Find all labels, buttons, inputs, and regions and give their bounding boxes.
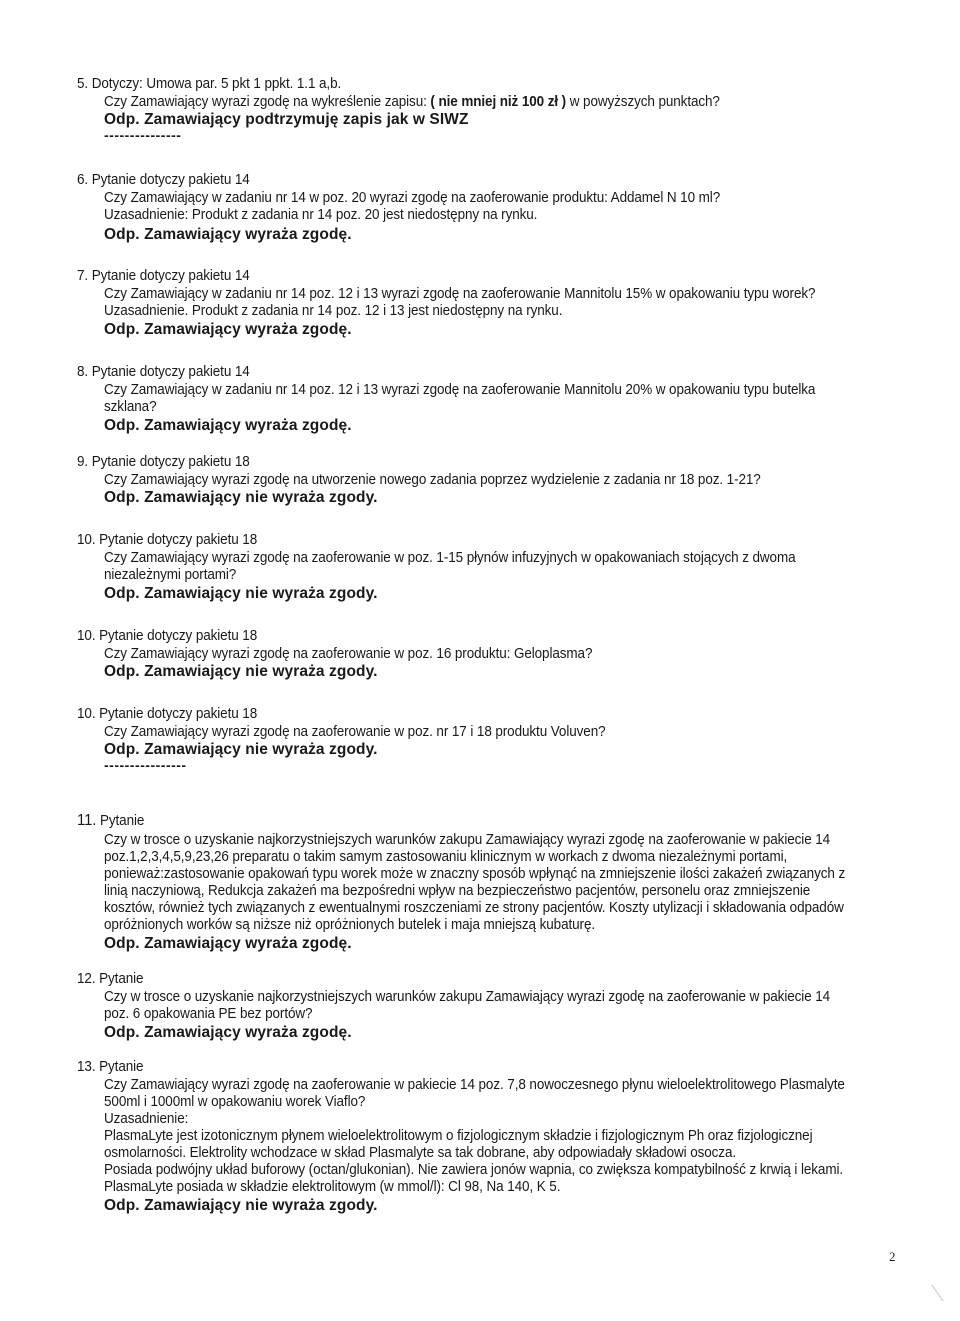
q5-question-text: Czy Zamawiający wyrazi zgodę na wykreślenie zapisu: [104,94,431,110]
q13-line-5: osmolarności. Elektrolity wchodzace w skład Plasmalyte sa tak dobrane, aby odpowiadały składowi osocza. [104,1145,737,1161]
q9-answer: Odp. Zamawiający nie wyraża zgody. [104,489,378,506]
q8-question-line-2: szklana? [104,399,157,415]
q6-question: Czy Zamawiający w zadaniu nr 14 w poz. 20 wyrazi zgodę na zaoferowanie produktu: Addamel N 10 ml? [104,190,721,206]
q7-question: Czy Zamawiający w zadaniu nr 14 poz. 12 i 13 wyrazi zgodę na zaoferowanie Mannitolu 15% w opakowaniu typu worek? [104,286,816,302]
q8-heading: 8. Pytanie dotyczy pakietu 14 [77,364,250,380]
scan-mark [931,1279,951,1302]
q11-line-1: Czy w trosce o uzyskanie najkorzystniejszych warunków zakupu Zamawiający wyrazi zgodę na zaoferowanie w pakiecie 14 [104,832,831,848]
q13-line-3: Uzasadnienie: [104,1111,189,1127]
q5-question [104,94,720,111]
q13-answer: Odp. Zamawiający nie wyraża zgody. [104,1197,378,1214]
page-number: 2 [889,1249,896,1264]
q10a-question-line-2: niezależnymi portami? [104,567,237,583]
q10a-answer: Odp. Zamawiający nie wyraża zgody. [104,585,378,602]
q8-answer: Odp. Zamawiający wyraża zgodę. [104,417,352,434]
q9-question: Czy Zamawiający wyrazi zgodę na utworzenie nowego zadania poprzez wydzielenie z zadania nr 18 poz. 1-21? [104,472,761,488]
q12-answer: Odp. Zamawiający wyraża zgodę. [104,1024,352,1041]
q13-line-6: Posiada podwójny układ buforowy (octan/glukonian). Nie zawiera jonów wapnia, co zwiększa kompatybilność z krwią i lekami. [104,1162,844,1178]
q6-answer: Odp. Zamawiający wyraża zgodę. [104,226,352,243]
q5-question-tail: w powyższych punktach? [566,94,720,110]
q10c-separator: ---------------- [104,757,187,773]
q5-question-emphasis: ( nie mniej niż 100 zł ) [430,94,567,110]
q11-label: Pytanie [96,813,145,829]
q10a-heading: 10. Pytanie dotyczy pakietu 18 [77,532,258,548]
q11-line-4: linią naczyniową, Redukcja zakażeń ma bezpośredni wpływ na bezpieczeństwo pacjentów, personelu oraz zmniejszenie [104,883,811,899]
q9-heading: 9. Pytanie dotyczy pakietu 18 [77,454,250,470]
q13-line-2: 500ml i 1000ml w opakowaniu worek Viaflo? [104,1094,366,1110]
q11-line-3: ponieważ:zastosowanie opakowań typu worek może w znaczny sposób wpłynąć na zmniejszenie ilości zakażeń związanych z [104,866,846,882]
q11-answer: Odp. Zamawiający wyraża zgodę. [104,935,352,952]
q10c-answer: Odp. Zamawiający nie wyraża zgody. [104,741,378,758]
q11-heading [77,812,144,830]
q5-heading: 5. Dotyczy: Umowa par. 5 pkt 1 ppkt. 1.1 a,b. [77,76,342,92]
q11-line-5: kosztów, również tych związanych z ewentualnymi roszczeniami ze strony pacjentów. Koszty utylizacji i składowania odpadów [104,900,844,916]
q7-justification: Uzasadnienie. Produkt z zadania nr 14 poz. 12 i 13 jest niedostępny na rynku. [104,303,563,319]
q10b-question: Czy Zamawiający wyrazi zgodę na zaoferowanie w poz. 16 produktu: Geloplasma? [104,646,593,662]
q6-heading: 6. Pytanie dotyczy pakietu 14 [77,172,250,188]
q10a-question-line-1: Czy Zamawiający wyrazi zgodę na zaoferowanie w poz. 1-15 płynów infuzyjnych w opakowaniach stojących z dwoma [104,550,796,566]
q13-line-4: PlasmaLyte jest izotonicznym płynem wieloelektrolitowym o fizjologicznym składzie i fizjologicznym Ph oraz fizjologicznej [104,1128,813,1144]
q10b-heading: 10. Pytanie dotyczy pakietu 18 [77,628,258,644]
q13-heading: 13. Pytanie [77,1059,144,1075]
q10c-question: Czy Zamawiający wyrazi zgodę na zaoferowanie w poz. nr 17 i 18 produktu Voluven? [104,724,606,740]
q7-answer: Odp. Zamawiający wyraża zgodę. [104,321,352,338]
q5-separator: --------------- [104,127,182,143]
q8-question-line-1: Czy Zamawiający w zadaniu nr 14 poz. 12 i 13 wyrazi zgodę na zaoferowanie Mannitolu 20% w opakowaniu typu butelka [104,382,816,398]
q10c-heading: 10. Pytanie dotyczy pakietu 18 [77,706,258,722]
q13-line-7: PlasmaLyte posiada w składzie elektrolitowym (w mmol/l): Cl 98, Na 140, K 5. [104,1179,561,1195]
q10b-answer: Odp. Zamawiający nie wyraża zgody. [104,663,378,680]
q13-line-1: Czy Zamawiający wyrazi zgodę na zaoferowanie w pakiecie 14 poz. 7,8 nowoczesnego płynu wieloelektrolitowego Plasmalyte [104,1077,845,1093]
q7-heading: 7. Pytanie dotyczy pakietu 14 [77,268,250,284]
q12-line-2: poz. 6 opakowania PE bez portów? [104,1006,313,1022]
q11-number: 11. [77,812,97,829]
q11-line-2: poz.1,2,3,4,5,9,23,26 preparatu o takim samym zastosowaniu klinicznym w workach z dwoma niezależnymi portami, [104,849,788,865]
q6-justification: Uzasadnienie: Produkt z zadania nr 14 poz. 20 jest niedostępny na rynku. [104,207,538,223]
q12-line-1: Czy w trosce o uzyskanie najkorzystniejszych warunków zakupu Zamawiający wyrazi zgodę na zaoferowanie w pakiecie 14 [104,989,831,1005]
q12-heading: 12. Pytanie [77,971,144,987]
q11-line-6: opróżnionych worków są niższe niż opróżnionych butelek i maja mniejszą kubaturę. [104,917,596,933]
q5-answer: Odp. Zamawiający podtrzymuję zapis jak w SIWZ [104,111,469,128]
